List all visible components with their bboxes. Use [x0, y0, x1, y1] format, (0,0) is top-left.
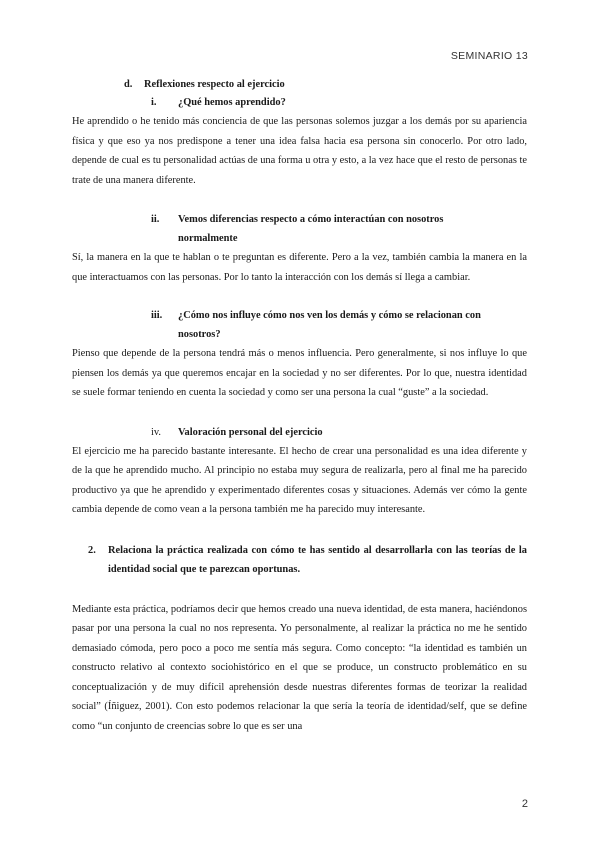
question-ii-answer: Sí, la manera en la que te hablan o te preguntan es diferente. Pero a la vez, también cambia la manera en la que interactuamos con las personas. Por lo tanto la interacción con los demás sí llega a cambiar.: [72, 252, 527, 283]
question-i-heading: [151, 93, 527, 112]
section-d-marker: d.: [124, 79, 133, 90]
section-2-heading: [88, 541, 527, 580]
section-d-heading: [124, 76, 527, 93]
question-iii-answer: Pienso que depende de la persona tendrá más o menos influencia. Pero generalmente, si nos influye lo que piensen los demás ya que queremos encajar en la sociedad y no ser diferentes. Por lo que, nuestra identidad se suele formar teniendo en cuenta la sociedad y como ser una persona la cual “guste” a la sociedad.: [72, 348, 527, 398]
question-iv-marker: iv.: [151, 426, 162, 438]
question-iii-heading: [151, 306, 527, 344]
question-ii-title-line2: normalmente: [178, 233, 238, 244]
question-iii-marker: iii.: [151, 310, 163, 321]
section-2-marker: 2.: [88, 544, 96, 556]
question-ii-title-line1: Vemos diferencias respecto a cómo interactúan con nosotros: [178, 214, 444, 225]
question-ii-heading: [151, 210, 527, 248]
question-i-title: ¿Qué hemos aprendido?: [178, 97, 286, 108]
question-i-answer: He aprendido o he tenido más conciencia de que las personas solemos juzgar a los demás por su apariencia física y que eso ya nos predispone a tener una idea falsa hacia esa persona sin conocerlo. Por otro lado, depende de cual es tu personalidad actúas de una forma u otra y esto, a la vez hace que el resto de personas te trate de una manera diferente.: [72, 116, 527, 186]
section-d-title: Reflexiones respecto al ejercicio: [144, 79, 285, 90]
section-2-body: Mediante esta práctica, podríamos decir que hemos creado una nueva identidad, de esta manera, haciéndonos pasar por una persona la cual no nos representa. Yo personalmente, al realizar la práctica no me he sentido demasiado cómoda, pero poco a poco me sentía más segura. Como concepto: “la identidad es también un constructo relativo al contexto sociohistórico en el que se produce, un constructo problemático en su conceptualización y de muy difícil aprehensión desde nuestras diferentes formas de teorizar la realidad social” (Íñiguez, 2001). Con esto podemos relacionar la que sería la teoría de identidad/self, que se define como “un conjunto de creencias sobre lo que es ser una: [72, 603, 527, 732]
question-ii-marker: ii.: [151, 214, 160, 225]
running-header: SEMINARIO 13: [450, 50, 528, 62]
page-number: 2: [521, 798, 528, 810]
question-iii-title-line2: nosotros?: [178, 329, 221, 340]
question-iv-heading: [151, 423, 527, 442]
page-body: [72, 74, 527, 736]
question-iv-answer: El ejercicio me ha parecido bastante interesante. El hecho de crear una personalidad es una idea diferente y de la que he aprendido mucho. Al principio no estaba muy segura de realizarla, pero al final me ha parecido productivo ya que he aprendido y experimentado diferentes cosas y situaciones. Además ver cómo la gente cambia depende de como vean a la persona también me ha parecido muy interesante.: [72, 445, 527, 515]
question-iii-title-line1: ¿Cómo nos influye cómo nos ven los demás y cómo se relacionan con: [178, 310, 481, 321]
question-iv-title: Valoración personal del ejercicio: [178, 426, 323, 438]
section-2-title: Relaciona la práctica realizada con cómo te has sentido al desarrollarla con las teorías de la identidad social que te parezcan oportunas.: [108, 544, 527, 575]
question-i-marker: i.: [151, 97, 157, 108]
